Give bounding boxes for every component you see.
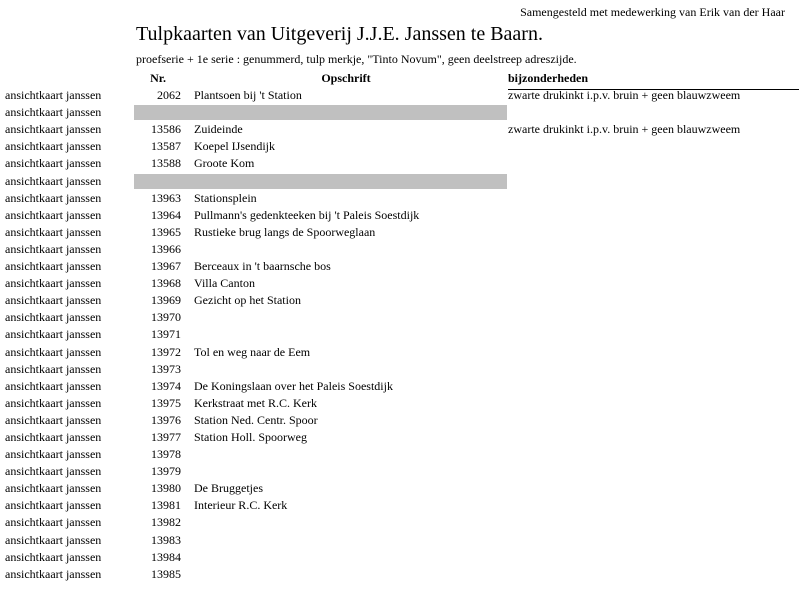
row-nr: 13967 xyxy=(151,259,181,274)
row-nr: 13965 xyxy=(151,224,181,239)
row-opschrift: Station Holl. Spoorweg xyxy=(194,429,307,444)
credit-line: Samengesteld met medewerking van Erik van der Haar xyxy=(520,5,785,19)
row-opschrift: Rustieke brug langs de Spoorweglaan xyxy=(194,224,376,239)
table-row xyxy=(0,155,799,172)
row-type: ansichtkaart janssen xyxy=(5,173,102,188)
table-row xyxy=(0,326,799,343)
row-opschrift: Gezicht op het Station xyxy=(194,293,301,308)
table-row xyxy=(0,463,799,480)
row-opschrift: Interieur R.C. Kerk xyxy=(194,498,288,513)
row-nr: 13979 xyxy=(151,464,181,479)
row-nr: 13971 xyxy=(151,327,181,342)
row-nr: 13976 xyxy=(151,412,181,427)
row-bijzonderheden: zwarte drukinkt i.p.v. bruin + geen blauwzweem xyxy=(508,122,741,137)
row-type: ansichtkaart janssen xyxy=(5,447,102,462)
row-type: ansichtkaart janssen xyxy=(5,327,102,342)
row-nr: 13964 xyxy=(151,207,181,222)
table-row xyxy=(0,138,799,155)
row-nr: 13981 xyxy=(151,498,181,513)
table-row xyxy=(0,190,799,207)
row-opschrift: Plantsoen bij 't Station xyxy=(194,88,302,103)
shaded-row-block xyxy=(134,174,507,189)
postcard-table xyxy=(0,70,799,583)
row-opschrift: De Bruggetjes xyxy=(194,481,263,496)
table-row xyxy=(0,292,799,309)
row-type: ansichtkaart janssen xyxy=(5,88,102,103)
row-type: ansichtkaart janssen xyxy=(5,207,102,222)
table-row xyxy=(0,87,799,104)
row-nr: 13977 xyxy=(151,429,181,444)
row-bijzonderheden: zwarte drukinkt i.p.v. bruin + geen blauwzweem xyxy=(508,88,741,103)
row-opschrift: Groote Kom xyxy=(194,156,255,171)
row-nr: 13588 xyxy=(151,156,181,171)
row-type: ansichtkaart janssen xyxy=(5,122,102,137)
table-row xyxy=(0,429,799,446)
table-row xyxy=(0,344,799,361)
table-row xyxy=(0,549,799,566)
row-nr: 13970 xyxy=(151,310,181,325)
table-row xyxy=(0,395,799,412)
page-title: Tulpkaarten van Uitgeverij J.J.E. Janssen te Baarn. xyxy=(136,23,543,45)
row-nr: 13587 xyxy=(151,139,181,154)
row-type: ansichtkaart janssen xyxy=(5,566,102,581)
row-nr: 13972 xyxy=(151,344,181,359)
table-row xyxy=(0,446,799,463)
table-row xyxy=(0,361,799,378)
row-nr: 13963 xyxy=(151,190,181,205)
row-type: ansichtkaart janssen xyxy=(5,412,102,427)
row-type: ansichtkaart janssen xyxy=(5,395,102,410)
row-type: ansichtkaart janssen xyxy=(5,310,102,325)
table-row xyxy=(0,104,799,121)
table-row xyxy=(0,258,799,275)
table-row xyxy=(0,173,799,190)
row-opschrift: Station Ned. Centr. Spoor xyxy=(194,412,318,427)
row-nr: 13985 xyxy=(151,566,181,581)
row-nr: 13978 xyxy=(151,447,181,462)
row-type: ansichtkaart janssen xyxy=(5,481,102,496)
row-type: ansichtkaart janssen xyxy=(5,105,102,120)
row-opschrift: Berceaux in 't baarnsche bos xyxy=(194,259,331,274)
table-row xyxy=(0,275,799,292)
row-nr: 13966 xyxy=(151,241,181,256)
table-row xyxy=(0,497,799,514)
table-row xyxy=(0,121,799,138)
row-nr: 13974 xyxy=(151,378,181,393)
row-opschrift: De Koningslaan over het Paleis Soestdijk xyxy=(194,378,393,393)
row-opschrift: Stationsplein xyxy=(194,190,257,205)
row-type: ansichtkaart janssen xyxy=(5,429,102,444)
row-opschrift: Villa Canton xyxy=(194,276,255,291)
table-row xyxy=(0,514,799,531)
table-row xyxy=(0,224,799,241)
row-type: ansichtkaart janssen xyxy=(5,241,102,256)
row-type: ansichtkaart janssen xyxy=(5,156,102,171)
table-header xyxy=(0,70,799,87)
row-type: ansichtkaart janssen xyxy=(5,361,102,376)
row-nr: 13984 xyxy=(151,549,181,564)
row-type: ansichtkaart janssen xyxy=(5,224,102,239)
row-type: ansichtkaart janssen xyxy=(5,515,102,530)
row-nr: 13586 xyxy=(151,122,181,137)
row-opschrift: Tol en weg naar de Eem xyxy=(194,344,311,359)
column-header-nr: Nr. xyxy=(150,71,166,85)
row-nr: 13975 xyxy=(151,395,181,410)
row-opschrift: Kerkstraat met R.C. Kerk xyxy=(194,395,317,410)
table-row xyxy=(0,412,799,429)
table-body xyxy=(0,87,799,583)
table-row xyxy=(0,309,799,326)
column-header-opschrift: Opschrift xyxy=(321,71,371,85)
row-type: ansichtkaart janssen xyxy=(5,139,102,154)
row-opschrift: Koepel IJsendijk xyxy=(194,139,275,154)
row-nr: 13968 xyxy=(151,276,181,291)
row-type: ansichtkaart janssen xyxy=(5,532,102,547)
page-subtitle: proefserie + 1e serie : genummerd, tulp merkje, "Tinto Novum", geen deelstreep adreszijde. xyxy=(136,52,577,66)
row-type: ansichtkaart janssen xyxy=(5,190,102,205)
table-row xyxy=(0,480,799,497)
row-type: ansichtkaart janssen xyxy=(5,259,102,274)
shaded-row-block xyxy=(134,105,507,120)
row-nr: 13983 xyxy=(151,532,181,547)
row-nr: 13980 xyxy=(151,481,181,496)
row-opschrift: Zuideinde xyxy=(194,122,243,137)
table-row xyxy=(0,532,799,549)
row-opschrift: Pullmann's gedenkteeken bij 't Paleis Soestdijk xyxy=(194,207,420,222)
row-nr: 13969 xyxy=(151,293,181,308)
table-row xyxy=(0,241,799,258)
row-type: ansichtkaart janssen xyxy=(5,464,102,479)
row-type: ansichtkaart janssen xyxy=(5,498,102,513)
row-type: ansichtkaart janssen xyxy=(5,378,102,393)
row-nr: 13982 xyxy=(151,515,181,530)
row-type: ansichtkaart janssen xyxy=(5,344,102,359)
row-type: ansichtkaart janssen xyxy=(5,276,102,291)
table-row xyxy=(0,207,799,224)
table-row xyxy=(0,566,799,583)
table-row xyxy=(0,378,799,395)
row-nr: 13973 xyxy=(151,361,181,376)
row-type: ansichtkaart janssen xyxy=(5,549,102,564)
row-nr: 2062 xyxy=(157,88,181,103)
column-header-bijzonderheden: bijzonderheden xyxy=(508,71,589,85)
row-type: ansichtkaart janssen xyxy=(5,293,102,308)
